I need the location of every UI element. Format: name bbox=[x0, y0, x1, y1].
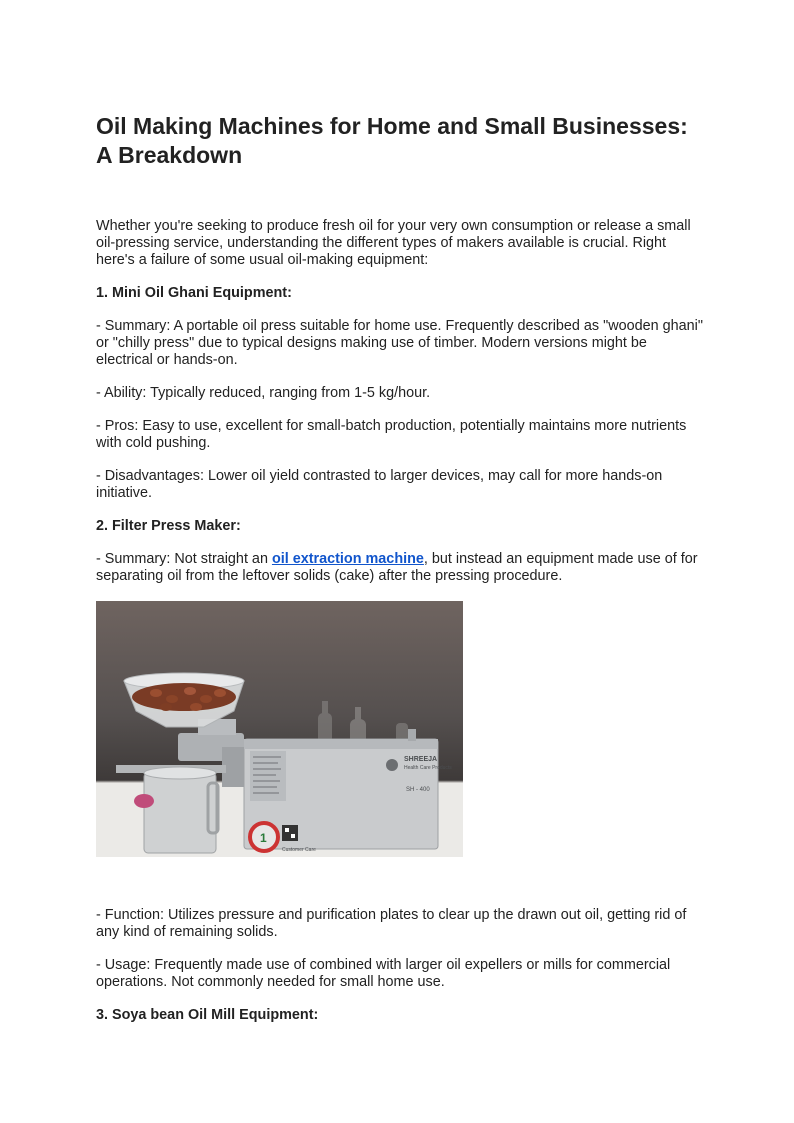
section-2-heading: 2. Filter Press Maker: bbox=[96, 518, 241, 534]
model-text: SH - 400 bbox=[406, 787, 430, 793]
svg-text:1: 1 bbox=[260, 831, 267, 845]
oil-press-illustration bbox=[96, 601, 463, 857]
customer-care-label: Customer Care bbox=[282, 847, 316, 853]
brand-logo-icon bbox=[386, 759, 398, 771]
brand-text: SHREEJA bbox=[404, 756, 438, 763]
section-2-summary bbox=[96, 551, 706, 585]
section-1-summary: - Summary: A portable oil press suitable for home use. Frequently described as "wooden ghani" or "chilly press" due to typical designs making use of timber. Modern versions might be electrical or hands-on. bbox=[96, 318, 703, 368]
brand-subtext: Health Care Products bbox=[404, 765, 452, 771]
seeds-in-hopper bbox=[132, 683, 236, 711]
intro-paragraph: Whether you're seeking to produce fresh oil for your very own consumption or release a small oil-pressing service, understanding the different types of makers available is crucial. Right here's a failure of some usual oil-making equipment: bbox=[96, 218, 691, 268]
summary-text-before: - Summary: Not straight an bbox=[96, 551, 272, 567]
section-1-disadvantages: - Disadvantages: Lower oil yield contrasted to larger devices, may call for more hands-on initiative. bbox=[96, 468, 663, 501]
section-3-heading: 3. Soya bean Oil Mill Equipment: bbox=[96, 1007, 319, 1023]
oil-extraction-machine-link[interactable]: oil extraction machine bbox=[271, 551, 424, 567]
page-title: Oil Making Machines for Home and Small Businesses: A Breakdown bbox=[96, 113, 688, 168]
section-1-ability: - Ability: Typically reduced, ranging from 1-5 kg/hour. bbox=[96, 385, 431, 401]
section-2-usage: - Usage: Frequently made use of combined with larger oil expellers or mills for commercial operations. Not commonly needed for small home use. bbox=[96, 957, 671, 990]
section-1-heading: 1. Mini Oil Ghani Equipment: bbox=[96, 285, 292, 301]
oil-press-machine-image bbox=[96, 601, 463, 857]
summary-text-after: , but instead an equipment made use of for separating oil from the leftover solids (cake) after the pressing procedure. bbox=[96, 551, 698, 584]
section-2-function: - Function: Utilizes pressure and purification plates to clear up the drawn out oil, getting rid of any kind of remaining solids. bbox=[96, 907, 687, 940]
qr-code-icon bbox=[282, 825, 298, 841]
article-body bbox=[96, 218, 706, 1040]
section-1-pros: - Pros: Easy to use, excellent for small-batch production, potentially maintains more nutrients with cold pushing. bbox=[96, 418, 687, 451]
